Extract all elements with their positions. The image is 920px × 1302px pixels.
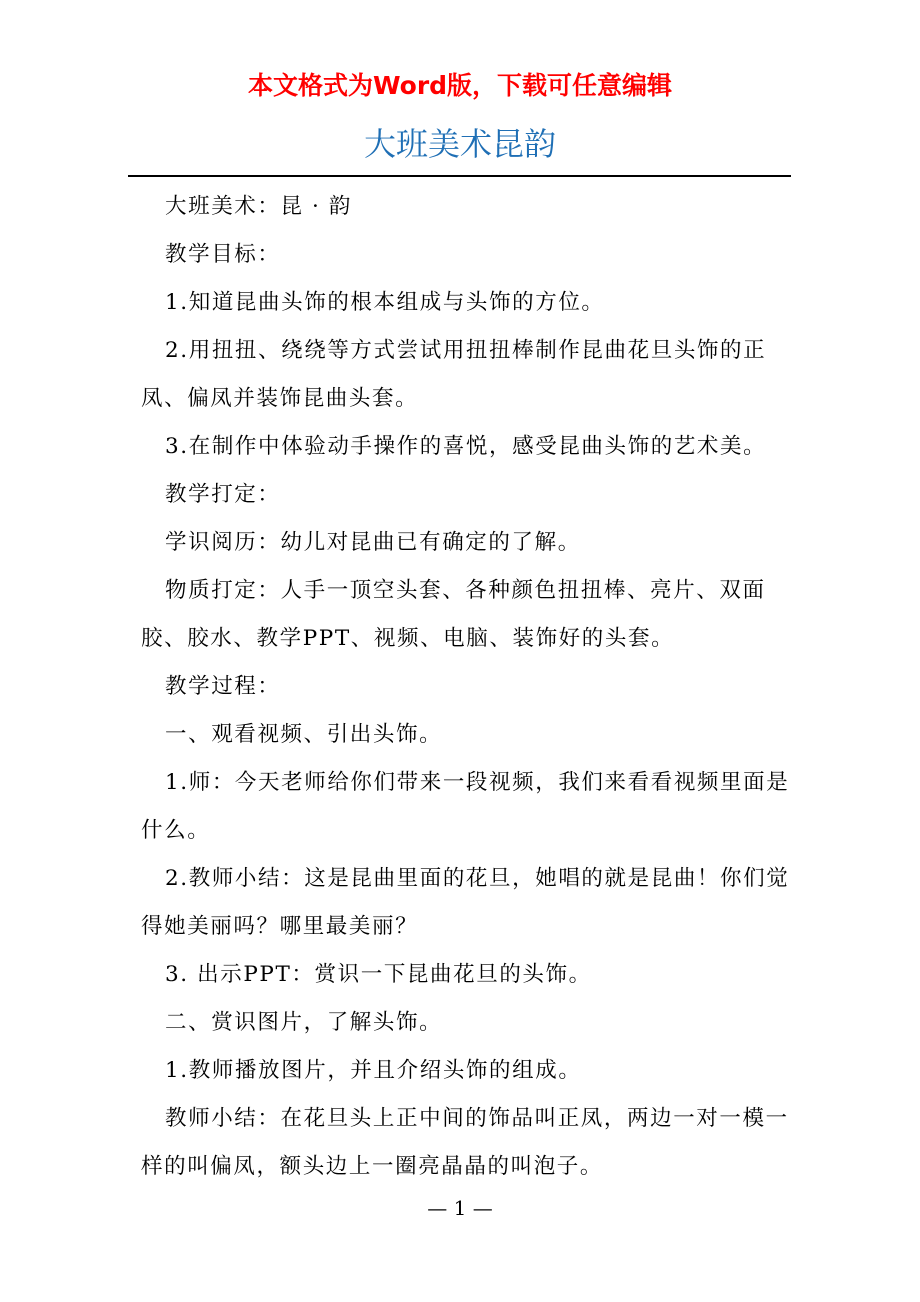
paragraph-step-2-1: 1.教师播放图片，并且介绍头饰的组成。 — [165, 1058, 582, 1083]
title-divider — [128, 175, 791, 177]
paragraph-process-heading: 教学过程： — [165, 674, 281, 699]
paragraph-goal-2: 2.用扭扭、绕绕等方式尝试用扭扭棒制作昆曲花旦头饰的正凤、偏凤并装饰昆曲头套。 — [141, 338, 767, 411]
paragraph-subject: 大班美术：昆 · 韵 — [165, 194, 353, 219]
paragraph-material-prep: 物质打定：人手一顶空头套、各种颜色扭扭棒、亮片、双面胶、胶水、教学PPT、视频、电脑、装饰好的头套。 — [141, 578, 766, 651]
format-notice-banner: 本文格式为Word版，下载可任意编辑 — [247, 71, 673, 100]
paragraph-step-1-1: 1.师：今天老师给你们带来一段视频，我们来看看视频里面是什么。 — [141, 770, 790, 843]
paragraph-goal-1: 1.知道昆曲头饰的根本组成与头饰的方位。 — [165, 290, 605, 315]
paragraph-section-2: 二、赏识图片，了解头饰。 — [165, 1010, 443, 1035]
paragraph-step-1-3: 3. 出示PPT：赏识一下昆曲花旦的头饰。 — [165, 962, 592, 987]
document-title: 大班美术昆韵 — [363, 125, 556, 163]
paragraph-section-1: 一、观看视频、引出头饰。 — [165, 722, 443, 747]
paragraph-teacher-summary: 教师小结：在花旦头上正中间的饰品叫正凤，两边一对一模一样的叫偏凤，额头边上一圈亮晶晶的叫泡子。 — [141, 1106, 789, 1179]
paragraph-knowledge-prep: 学识阅历：幼儿对昆曲已有确定的了解。 — [165, 530, 581, 555]
page-number: — 1 — — [427, 1196, 493, 1220]
document-body — [141, 183, 791, 1191]
paragraph-goal-3: 3.在制作中体验动手操作的喜悦，感受昆曲头饰的艺术美。 — [165, 434, 767, 459]
paragraph-step-1-2: 2.教师小结：这是昆曲里面的花旦，她唱的就是昆曲！你们觉得她美丽吗？哪里最美丽？ — [141, 866, 790, 939]
paragraph-goals-heading: 教学目标： — [165, 242, 281, 267]
paragraph-preparation-heading: 教学打定： — [165, 482, 281, 507]
